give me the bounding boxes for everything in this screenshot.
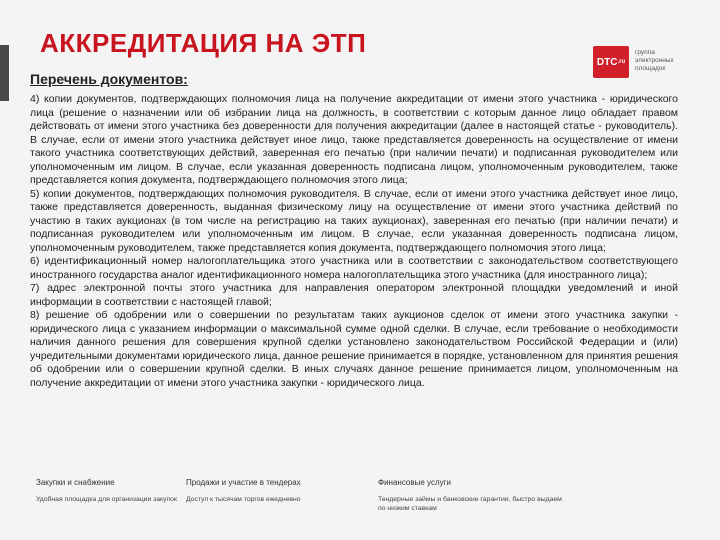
footer-text: Доступ к тысячам торгов ежедневно — [186, 496, 301, 503]
logo-caption — [635, 49, 695, 73]
list-item: 8) решение об одобрении или о совершении по результатам таких аукционов сделок от имени этого участника закупки - юридического лица с указанием информации о максимальной сумме одной сделки. В случае, если требование о необходимости наличия данного решения для совершения крупной сделки установлено законодательством Российской Федерации и (или) учредительными документами юридического лица, данное решение принимается в порядке, установленном для принятия решения об одобрении или о совершении крупной сделки. В иных случаях данное решение принимается лицом, уполномоченным на получение аккредитации от имени этого участника закупки - юридического лица. — [30, 309, 678, 389]
footer-text: Удобная площадка для организации закупок — [36, 496, 177, 503]
section-subtitle: Перечень документов: — [30, 71, 188, 87]
list-item: 5) копии документов, подтверждающих полномочия руководителя. В случае, если от имени этого участника действует иное лицо, также представляется доверенность, выданная физическому лицу на осуществление от имени этого участника действий по участию в таких аукционах (в том числе на регистрацию на таких аукционах), заверенная его печатью (при наличии печати) и подписанная руководителем или уполномоченным им лицом. В случае, если указанная доверенность подписана лицом, уполномоченным руководителем, также представляется копия документа, подтверждающего полномочия этого лица; — [30, 187, 678, 254]
footer-col-sales — [186, 478, 376, 504]
footer-col-finance — [378, 478, 568, 513]
footer-heading: Закупки и снабжение — [36, 478, 115, 487]
logo-line: электронных — [635, 57, 674, 64]
logo-mark-text: DTC — [596, 56, 618, 68]
page-title: АККРЕДИТАЦИЯ НА ЭТП — [40, 28, 367, 58]
company-logo[interactable] — [593, 46, 693, 82]
list-item: 4) копии документов, подтверждающих полномочия лица на получение аккредитации от имени этого участника - юридического лица (решение о назначении или об избрании лица на должность, в соответствии с которым данное лицо обладает правом действовать от имени этого участника без доверенности для получения аккредитации (далее в настоящей статье - руководитель). В случае, если от имени этого участника действует иное лицо, также представляется доверенность на осуществление от имени такого участника соответствующих действий, заверенная его печатью (при наличии печати) и подписанная руководителем или уполномоченным им лицом. В случае, если указанная доверенность подписана лицом, уполномоченным руководителем, также представляется копия документа, подтверждающего полномочия этого лица; — [30, 93, 678, 186]
logo-line: площадок — [635, 65, 666, 72]
footer-heading: Финансовые услуги — [378, 478, 452, 487]
logo-mark — [593, 46, 629, 78]
footer-text: Тендерные займы и банковские гарантии, быстро выдаем по низким ставкам — [378, 496, 562, 512]
document-list — [30, 93, 678, 390]
footer-heading: Продажи и участие в тендерах — [186, 478, 301, 487]
list-item: 6) идентификационный номер налогоплательщика этого участника или в соответствии с законодательством соответствующего иностранного государства аналог идентификационного номера налогоплательщика этого участника (для иностранного лица); — [30, 255, 678, 281]
accent-bar — [0, 45, 9, 101]
logo-mark-suffix: .ru — [617, 59, 626, 65]
logo-line: группа — [635, 49, 655, 56]
list-item: 7) адрес электронной почты этого участника для направления оператором электронной площадки уведомлений и иной информации в соответствии с настоящей главой; — [30, 282, 678, 308]
